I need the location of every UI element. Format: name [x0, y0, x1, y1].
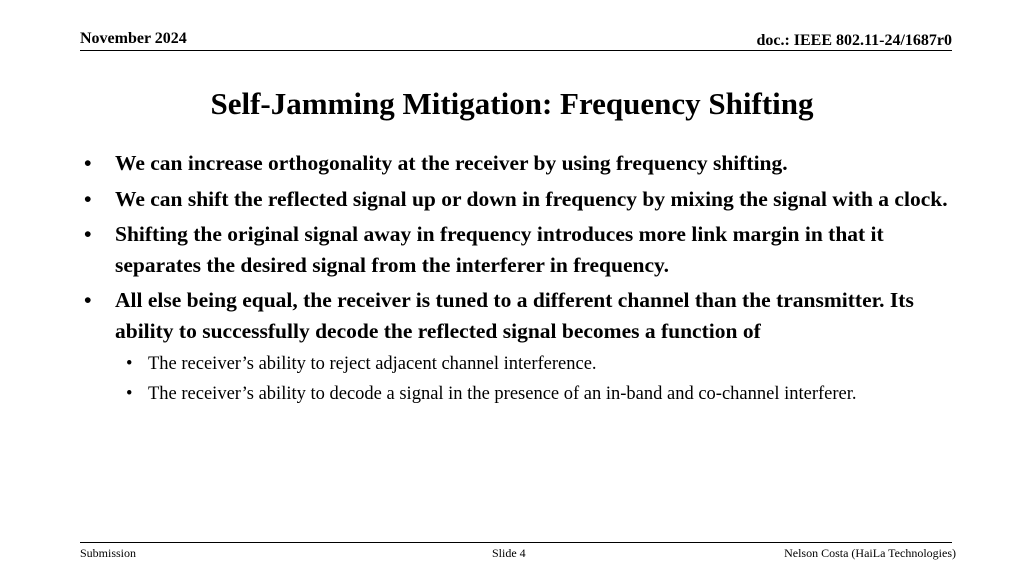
sub-bullet-dot: • — [126, 354, 133, 374]
footer-author: Nelson Costa (HaiLa Technologies) — [784, 546, 956, 560]
bullet-item — [84, 148, 964, 179]
bullet-dot: • — [84, 222, 92, 246]
slide-title: Self-Jamming Mitigation: Frequency Shifting — [210, 86, 814, 121]
footer-submission: Submission — [80, 546, 137, 560]
header-date: November 2024 — [80, 30, 187, 47]
sub-bullet-dot: • — [126, 384, 133, 404]
footer-divider — [80, 542, 952, 543]
sub-bullet-item — [126, 351, 964, 377]
bullet-dot: • — [84, 186, 92, 211]
slide-content — [84, 148, 964, 411]
header-divider — [80, 50, 952, 51]
bullet-item — [84, 219, 964, 280]
bullet-text: Shifting the original signal away in frequency introduces more link margin in that it separates the desired signal from the interferer in frequency. — [115, 222, 884, 277]
bullet-dot: • — [84, 151, 92, 175]
sub-bullet-text: The receiver’s ability to reject adjacent channel interference. — [148, 354, 597, 374]
sub-bullet-text: The receiver’s ability to decode a signal in the presence of an in-band and co-channel interferer. — [148, 384, 857, 404]
bullet-text: We can increase orthogonality at the receiver by using frequency shifting. — [115, 151, 788, 175]
bullet-item — [84, 184, 964, 215]
footer-slide-number: Slide 4 — [492, 546, 526, 560]
sub-bullet-item — [126, 381, 964, 407]
bullet-item — [84, 285, 964, 346]
bullet-text: We can shift the reflected signal up or down in frequency by mixing the signal with a clock. — [115, 186, 948, 211]
header-doc-id: doc.: IEEE 802.11-24/1687r0 — [756, 32, 952, 49]
bullet-dot: • — [84, 288, 92, 312]
bullet-text: All else being equal, the receiver is tuned to a different channel than the transmitter. Its ability to successfully decode the reflected signal becomes a function of — [115, 288, 914, 343]
